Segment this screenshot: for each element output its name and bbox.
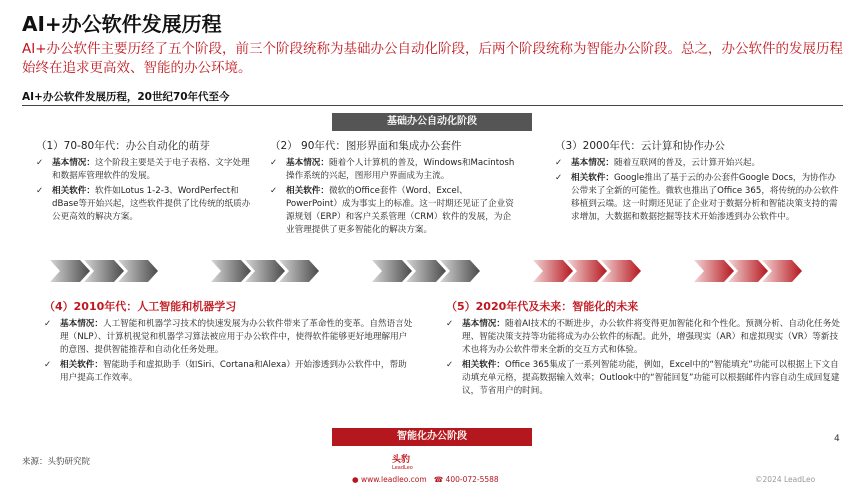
era-1 xyxy=(36,138,256,226)
bullet-text: 智能助手和虚拟助手（如Siri、Cortana和Alexa）开始渗透到办公软件中，帮助用户提高工作效率。 xyxy=(60,360,407,383)
page-number: 4 xyxy=(834,434,840,444)
page-subtitle: AI+办公软件主要历经了五个阶段，前三个阶段统称为基础办公自动化阶段，后两个阶段统称为智能办公阶段。总之，办公软件的发展历程始终在追求更高效、智能的办公环境。 xyxy=(22,41,844,76)
era-heading: （4）2010年代：人工智能和机器学习 xyxy=(44,300,237,313)
copyright: ©2024 LeadLeo xyxy=(755,475,816,484)
timeline-chevron xyxy=(50,260,90,282)
bullet-text: 人工智能和机器学习技术的快速发展为办公软件带来了革命性的变革。自然语言处理（NLP）、计算机视觉和机器学习算法被应用于办公软件中，使得软件能够更好地理解用户的意图、提供智能推荐和自动化任务处理。 xyxy=(60,319,413,355)
stage-banner-smart: 智能化办公阶段 xyxy=(332,428,532,446)
era-heading: （1）70-80年代：办公自动化的萌芽 xyxy=(36,140,210,152)
bullet-text: 微软的Office套件（Word、Excel、PowerPoint）成为事实上的标准。这一时期还见证了企业资源规划（ERP）和客户关系管理（CRM）软件的发展，为企业管理提供了更多智能化的解决方案。 xyxy=(286,186,514,235)
era-heading: （3）2000年代：云计算和协作办公 xyxy=(555,140,725,152)
era-bullet xyxy=(36,157,256,183)
divider xyxy=(22,105,843,106)
bullet-label: 基本情况： xyxy=(52,158,95,168)
phone-icon: ☎ xyxy=(433,475,444,484)
timeline-chevron xyxy=(211,260,251,282)
bullet-label: 相关软件： xyxy=(286,186,329,196)
timeline-chevron xyxy=(694,260,734,282)
bullet-label: 相关软件： xyxy=(60,360,103,370)
bullet-label: 基本情况： xyxy=(571,158,614,168)
bullet-label: 相关软件： xyxy=(462,360,505,370)
era-bullet xyxy=(270,185,515,237)
bullet-text: 软件如Lotus 1-2-3、WordPerfect和dBase等开始兴起，这些软件提供了比传统的纸质办公更高效的解决方案。 xyxy=(52,186,251,222)
era-heading: （5）2020年代及未来：智能化的未来 xyxy=(446,300,639,313)
bullet-text: 这个阶段主要是关于电子表格、文字处理和数据库管理软件的发展。 xyxy=(52,158,250,181)
globe-icon: ● xyxy=(352,475,359,484)
chart-title: AI+办公软件发展历程，20世纪70年代至今 xyxy=(22,91,230,103)
bullet-label: 基本情况： xyxy=(286,158,329,168)
era-bullet xyxy=(270,157,515,183)
source-note: 来源：头豹研究院 xyxy=(22,457,91,467)
bullet-text: 随着互联网的普及，云计算开始兴起。 xyxy=(613,158,761,168)
bullet-label: 相关软件： xyxy=(52,186,95,196)
era-bullet xyxy=(44,318,414,357)
era-2 xyxy=(270,138,515,239)
page-title: AI+办公软件发展历程 xyxy=(22,12,222,36)
bullet-text: Office 365集成了一系列智能功能，例如，Excel中的“智能填充”功能可以根据上下文自动填充单元格，提高数据输入效率；Outlook中的“智能回复”功能可以根据邮件内容自动生成回复建议，节省用户的时间。 xyxy=(462,360,840,396)
bullet-text: 随着AI技术的不断进步，办公软件将变得更加智能化和个性化。预测分析、自动化任务处理、智能决策支持等功能将成为办公软件的标配。此外，增强现实（AR）和虚拟现实（VR）等新技术也将为办公软件带来全新的交互方式和体验。 xyxy=(462,319,840,355)
era-bullet xyxy=(555,157,840,170)
era-5 xyxy=(446,298,841,400)
timeline-chevrons xyxy=(30,258,835,284)
bullet-text: 随着个人计算机的普及，Windows和Macintosh操作系统的兴起，图形用户界面成为主流。 xyxy=(286,158,515,181)
bullet-label: 基本情况： xyxy=(60,319,103,329)
bullet-text: Google推出了基于云的办公套件Google Docs，为协作办公带来了全新的可能性。微软也推出了Office 365，将传统的办公软件移植到云端。这一时期还见证了企业对于数据分析和智能决策支持的需求增加，大数据和数据挖掘等技术开始渗透到办公软件中。 xyxy=(571,173,839,222)
logo-sub: LeadLeo xyxy=(392,465,413,471)
leadleo-logo xyxy=(392,452,413,471)
bullet-label: 基本情况： xyxy=(462,319,505,329)
era-heading: （2） 90年代：图形界面和集成办公套件 xyxy=(270,140,462,152)
logo-text: 头豹 xyxy=(392,455,411,465)
era-bullet xyxy=(555,172,840,224)
era-3 xyxy=(555,138,840,226)
era-bullet xyxy=(36,185,256,224)
timeline-chevron xyxy=(372,260,412,282)
era-4 xyxy=(44,298,414,387)
era-bullet xyxy=(446,318,841,357)
bullet-label: 相关软件： xyxy=(571,173,614,183)
era-bullet xyxy=(446,359,841,398)
footer-contact xyxy=(352,475,499,484)
stage-banner-basic: 基础办公自动化阶段 xyxy=(332,113,532,131)
website-link[interactable]: www.leadleo.com xyxy=(360,475,427,484)
phone-number: 400-072-5588 xyxy=(445,475,499,484)
era-bullet xyxy=(44,359,414,385)
timeline-chevron xyxy=(533,260,573,282)
